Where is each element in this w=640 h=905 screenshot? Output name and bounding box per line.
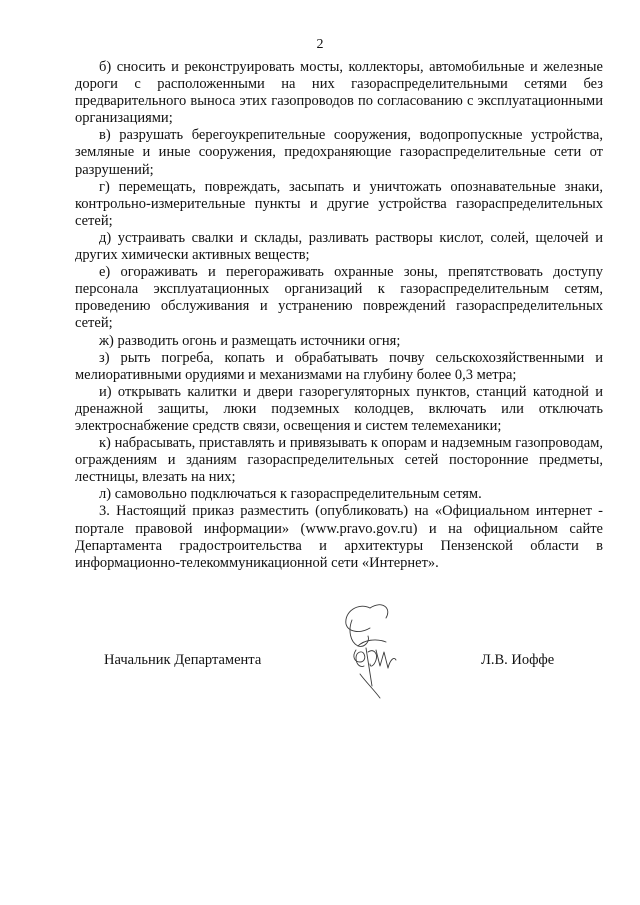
paragraph-publication-clause: 3. Настоящий приказ разместить (опубликовать) на «Официальном интернет - портале правовой информации» (www.pravo.gov.ru) и на официальном сайте Департамента градостроительства и архитектуры Пензенской области в информационно-телекоммуникационной сети «Интернет». <box>75 503 603 571</box>
page-number: 2 <box>316 37 324 52</box>
signature-block <box>0 590 640 740</box>
signatory-name: Л.В. Иоффе <box>481 652 555 668</box>
paragraph-item-b: б) сносить и реконструировать мосты, коллекторы, автомобильные и железные дороги с расположенными на них газораспределительными сетями без предварительного выноса этих газопроводов по согласованию с эксплуатационными организациями; <box>75 59 603 127</box>
paragraph-item-l: л) самовольно подключаться к газораспределительным сетям. <box>99 486 482 503</box>
paragraph-item-g: г) перемещать, повреждать, засыпать и уничтожать опознавательные знаки, контрольно-измерительные пункты и другие устройства газораспределительных сетей; <box>75 178 603 229</box>
paragraph-item-zh: ж) разводить огонь и размещать источники огня; <box>99 332 401 349</box>
signatory-position: Начальник Департамента <box>104 652 262 668</box>
document-body <box>75 59 603 572</box>
handwritten-signature-icon <box>330 590 410 710</box>
paragraph-item-e: е) огораживать и перегораживать охранные зоны, препятствовать доступу персонала эксплуатационных организаций к газораспределительным сетям, проведению обслуживания и устранению повреждений газораспределительных сетей; <box>75 264 603 332</box>
paragraph-item-z: з) рыть погреба, копать и обрабатывать почву сельскохозяйственными и мелиоративными орудиями и механизмами на глубину более 0,3 метра; <box>75 349 603 383</box>
paragraph-item-d: д) устраивать свалки и склады, разливать растворы кислот, солей, щелочей и других химически активных веществ; <box>75 229 603 264</box>
paragraph-item-v: в) разрушать берегоукрепительные сооружения, водопропускные устройства, земляные и иные сооружения, предохраняющие газораспределительные сети от разрушений; <box>75 127 603 178</box>
paragraph-item-i: и) открывать калитки и двери газорегуляторных пунктов, станций катодной и дренажной защиты, люки подземных колодцев, включать или отключать электроснабжение средств связи, освещения и систем телемеханики; <box>75 383 603 434</box>
paragraph-item-k: к) набрасывать, приставлять и привязывать к опорам и надземным газопроводам, ограждениям и зданиям газораспределительных сетей посторонние предметы, лестницы, влезать на них; <box>75 435 603 486</box>
